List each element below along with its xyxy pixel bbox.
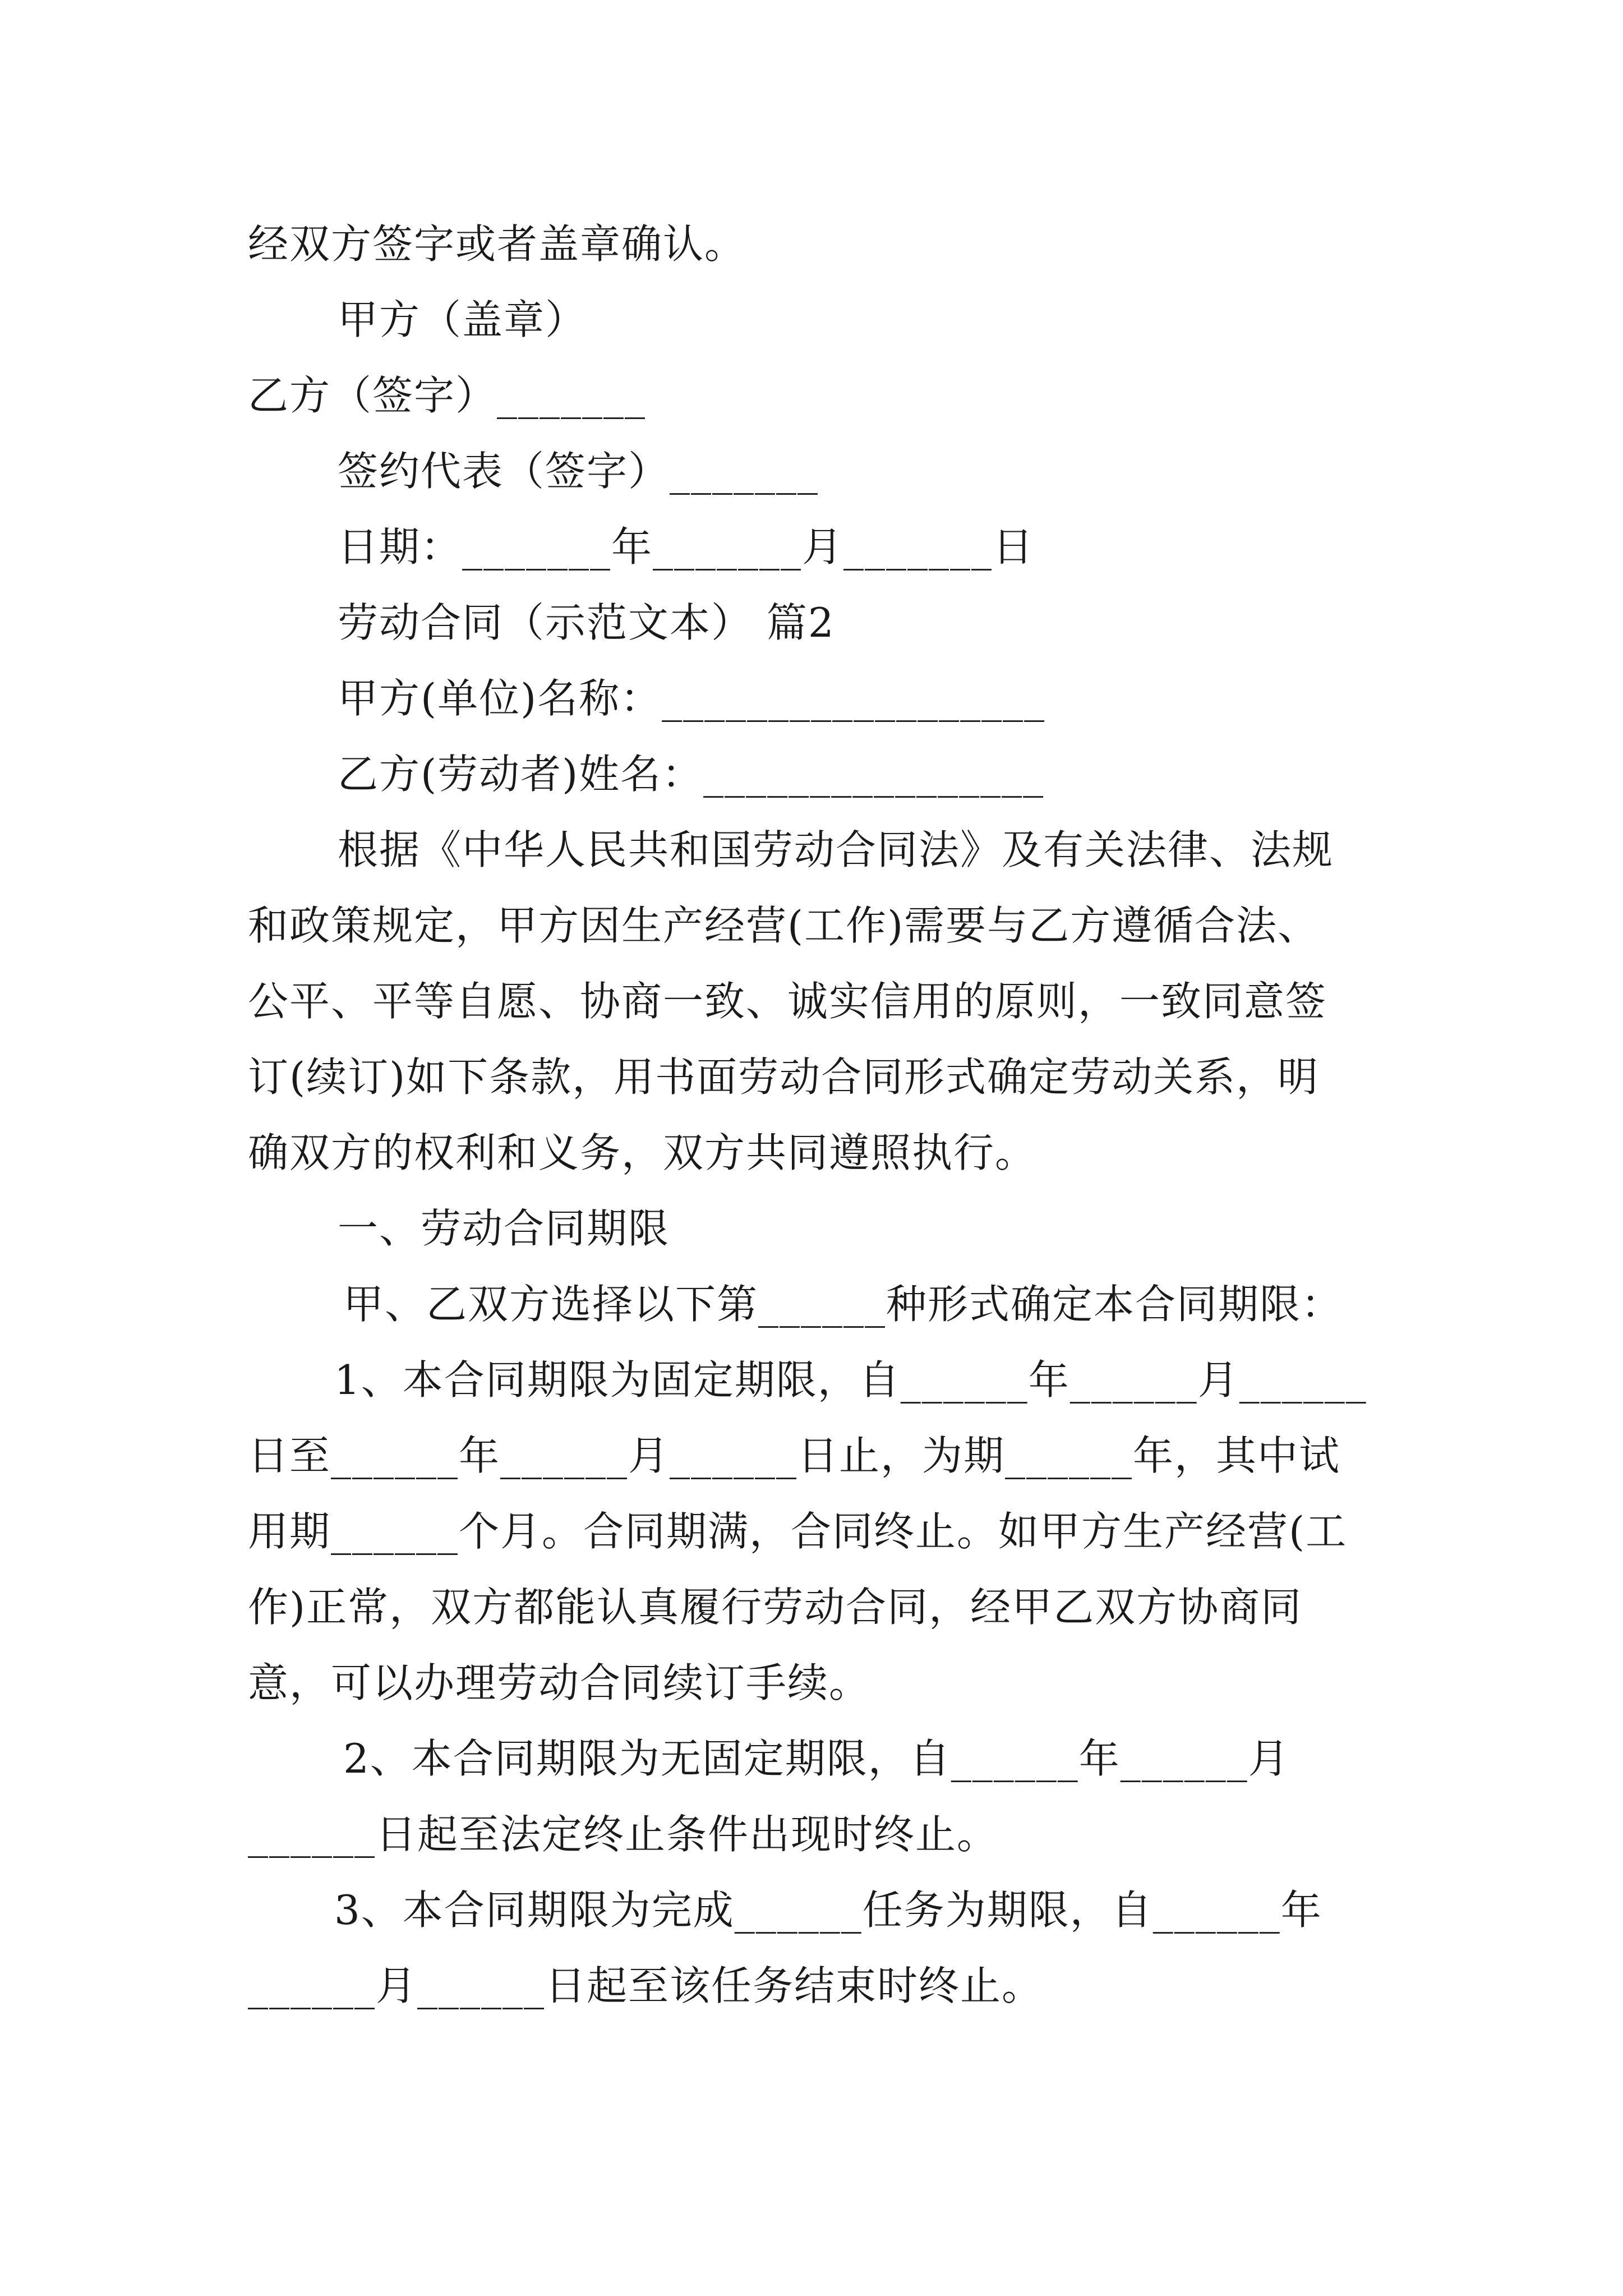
text-line: 2、本合同期限为无固定期限，自______年______月 bbox=[343, 1735, 1290, 1782]
representative-signature-line: 签约代表（签字）_______ bbox=[338, 448, 819, 495]
text-line: 订(续订)如下条款，用书面劳动合同形式确定劳动关系，明 bbox=[248, 1053, 1320, 1101]
text-line: 日至______年______月______日止，为期______年，其中试 bbox=[248, 1432, 1341, 1479]
date-line: 日期：_______年_______月_______日 bbox=[338, 523, 1035, 570]
text-line: 用期______个月。合同期满，合同终止。如甲方生产经营(工 bbox=[248, 1508, 1348, 1555]
text-line: 公平、平等自愿、协商一致、诚实信用的原则，一致同意签 bbox=[248, 978, 1327, 1025]
text-line: ______月______日起至该任务结束时终止。 bbox=[248, 1962, 1044, 2009]
text-line: 经双方签字或者盖章确认。 bbox=[248, 220, 746, 268]
party-a-name-line: 甲方(单位)名称：__________________ bbox=[338, 675, 1046, 722]
section-title: 劳动合同（示范文本） 篇2 bbox=[338, 599, 835, 646]
party-b-signature-line: 乙方（签字）_______ bbox=[248, 372, 647, 419]
text-line: 3、本合同期限为完成______任务为期限，自______年 bbox=[334, 1887, 1322, 1934]
text-line: 根据《中华人民共和国劳动合同法》及有关法律、法规 bbox=[338, 826, 1334, 873]
text-line: 甲、乙双方选择以下第______种形式确定本合同期限： bbox=[343, 1281, 1343, 1328]
text-line: 和政策规定，甲方因生产经营(工作)需要与乙方遵循合法、 bbox=[248, 902, 1320, 949]
text-line: 确双方的权利和义务，双方共同遵照执行。 bbox=[248, 1129, 1037, 1176]
text-line: 意，可以办理劳动合同续订手续。 bbox=[248, 1659, 871, 1706]
text-line: 作)正常，双方都能认真履行劳动合同，经甲乙双方协商同 bbox=[248, 1584, 1303, 1631]
heading-contract-term: 一、劳动合同期限 bbox=[338, 1205, 670, 1252]
party-b-name-line: 乙方(劳动者)姓名：________________ bbox=[338, 751, 1045, 798]
text-line: ______日起至法定终止条件出现时终止。 bbox=[248, 1811, 999, 1858]
party-a-seal-line: 甲方（盖章） bbox=[338, 296, 587, 343]
text-line: 1、本合同期限为固定期限，自______年______月______ bbox=[334, 1356, 1367, 1404]
